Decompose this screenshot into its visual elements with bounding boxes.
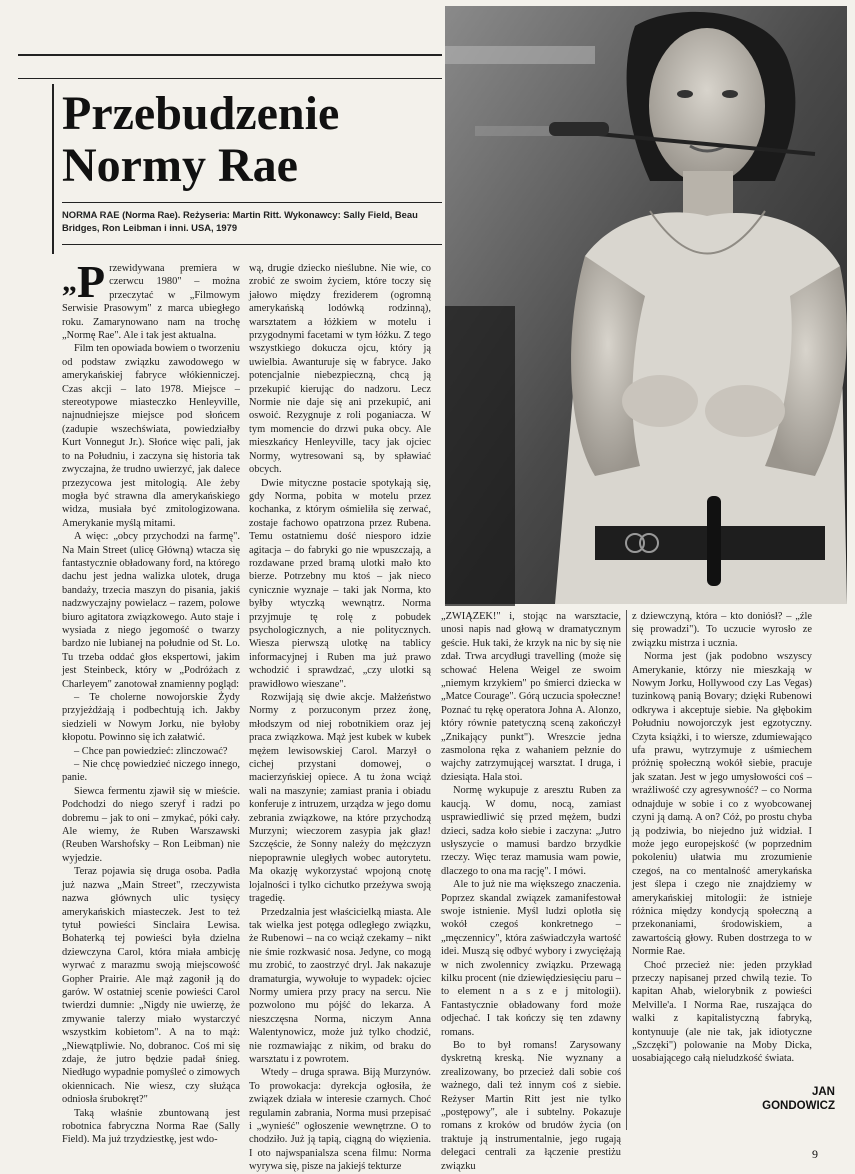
col2-para-3: Rozwijają się dwie akcje. Małżeństwo Normy z porzuconym przez żonę, młodszym od niej robotnikiem oraz jej praca związkowa. Mąż jest kubek w kubek mężem lewisowskiej Carol. Marzył o cichej przystani domowej, o macierzyńskiej opiece. A tu żona wciąż wali na maszynie; zamiast prania i obiadu konferuje z intruzem, urządza w jego domu zebrania związkowe, na które przychodzą Murzyni; wieczorem zasypia jak głaz! Szczęście, że Sonny należy do mężczyzn niepoprawnie uległych wobec autorytetu. Ma okazję wykorzystać wpojoną cnotę lojalności i tylko cichutko przeżywa swoją tragedię.	[249, 692, 431, 905]
page-number: 9	[812, 1147, 818, 1161]
title-line-2: Normy Rae	[62, 139, 298, 192]
film-credits: NORMA RAE (Norma Rae). Reżyseria: Martin Ritt. Wykonawcy: Sally Field, Beau Bridges, Ron Leibman i inni. USA, 1979	[62, 209, 418, 233]
col3-para-1: „ZWIĄZEK!" i, stojąc na warsztacie, unosi napis nad głową w dramatycznym geście. Huk taki, że krzyk na nic by się nie zdał. Trwa arcydługi travelling (może się schować Helena Weigel ze swoim „niemym krzykiem" po śmierci dziecka w „Matce Courage". Górą uczucia społeczne! Poznać tu rękę operatora Johna A. Alonzo, który równie patetyczną sceną zakończył „Znikający punkt"). Wreszcie jedna zasmolona ręka z wahaniem pełznie do wajchy zatrzymującej warsztat. I druga, i dziesiąta. Hala stoi.	[441, 611, 621, 783]
col2-para-5: Wtedy – druga sprawa. Biją Murzynów. To prowokacja: dyrekcja ogłosiła, że związek działa w interesie czarnych. Choć regulamin zabrania, Norma musi przepisać i „wynieść" ogłoszenie wewnętrzne. O to chodziło. Już ją tapią, ciągną do więzienia. I oto najwspanialsza scena filmu: Norma wyrywa się, pisze na jakiejś tekturze	[249, 1067, 431, 1173]
col1-para-1: „ P rzewidywana premiera w czerwcu 1980" – można przeczytać w „Filmowym Serwisie Prasowym" z marca ubiegłego roku. Zamarynowano nam na trochę „Normę Rae". Ale i tak jest aktualna.	[62, 256, 240, 342]
top-rule-2	[18, 78, 442, 79]
col4-para-2: Norma jest (jak podobno wszyscy Amerykanie, którzy nie mieszkają w Nowym Jorku, Hollywood czy Las Vegas) tuzinkową panią Bovary; dzięki Rubenowi odkrywa i akceptuje siebie. Na głębokim Południu nowojorczyk jest egzotyczny. Czyta książki, i to wiersze, zdumiewająco ufa prawu, wytrzymuje z uśmiechem próżnię społeczną wokół siebie, pracuje jak szatan. Jest w jego umysłowości coś – wrażliwość czy agresywność? – co Norma odnajduje w sobie i co z wyobcowanej czyni ją damą. A on? Cóż, po prostu chyba ją podziwia, bo niejedno już widział. I może jego europejskość (w poprzednim pokoleniu) ułatwia mu zrozumienie czegoś, na co mentalność amerykańska jest ślepa i czego nie znajdziemy w amerykańskiej mitologii: że istnieje różnica między kondycją społeczną a przekonaniami, środowiskiem, a zawartością głowy. Ruben dostrzega to w Normie Rae.	[632, 651, 812, 958]
col1-para-7: Siewca fermentu zjawił się w mieście. Podchodzi do niego szeryf i radzi po dobremu – jak to oni – zmykać, póki cały. Ale wiemy, że Ruben Warszawski (Reuben Warshofsky – Ron Leibman) nie wyjedzie.	[62, 785, 240, 864]
credits-bottom-rule	[62, 244, 442, 245]
col1-para-5: – Chce pan powiedzieć: zlinczować?	[74, 745, 228, 757]
top-rule-1	[18, 54, 442, 56]
text-column-2	[249, 262, 431, 1173]
col3-para-2: Normę wykupuje z aresztu Ruben za kaucją. W domu, nocą, zamiast usprawiedliwić się przed mężem, budzi dzieci, sadza koło siebie i zaczyna: „Jutro usłyszycie o mamusi bardzo brzydkie rzeczy. Więc teraz mamusia wam powie, dlaczego to ona ma rację". I mówi.	[441, 785, 621, 877]
col2-para-1: wą, drugie dziecko nieślubne. Nie wie, co zrobić ze swoim życiem, które toczy się jałowo między freziderem (ogromną amerykańską lodówką rodzinną), warsztatem a łóżkiem w motelu i przygodnymi facetami w tym łóżku. Z tego wszystkiego dokucza ojcu, który ją uwielbia. Awanturuje się w fabryce. Jako potencjalnie niebezpieczną, chcą ją przekupić kierując do nadzoru. Lecz Normie nie daje się ani przekupić, ani oswoić. Rezygnuje z roli poganiacza. W tym momencie do drzwi puka obcy. Ale mieszkańcy Henleyville, tacy jak ojciec Normy, wytresowani są, by spławiać obcych.	[249, 263, 431, 476]
col2-para-2: Dwie mityczne postacie spotykają się, gdy Norma, pobita w motelu przez kochanka, z którym ośmieliła się zerwać, zostaje fachowo opatrzona przez Rubena. Temu ostatniemu dość niesporo idzie agitacja – do fabryki go nie wpuszczają, a rozdawane przed bramą ulotki mało kto bierze. Potrzebny mu ktoś – jak nieco cynicznie wyznaje – taki jak Norma, kto byłby wtyczką wewnątrz. Norma przyjmuje tę rolę z pobudek psychologicznych, a nie politycznych. Wiesza pierwszą ulotkę na tablicy informacyjnej i Ruben ma już prawo wchodzić i sprawdzać, „czy ulotki są prawidłowo wieszane".	[249, 477, 431, 690]
credits-top-rule	[62, 202, 442, 203]
drop-cap: P	[77, 256, 106, 307]
opening-quote-mark: „	[62, 265, 77, 298]
col3-para-4: Bo to był romans! Zarysowany dyskretną kreską. Nie wyznany a zrealizowany, bo przecież dali sobie coś ważnego, dali też innym coś z siebie. Reżyser Martin Ritt jest nie tylko „postępowy", ale i subtelny. Pokazuje romans z kroków od brudów życia (on traktuje ją instrumentalnie, jego rugają delegaci centrali za łączenie prestiżu związku	[441, 1040, 621, 1172]
col1-para-9: Taką właśnie zbuntowaną jest robotnica fabryczna Norma Rae (Sally Field). Ma już trzydziestkę, jest wdo-	[62, 1107, 240, 1146]
col1-para-2: Film ten opowiada bowiem o tworzeniu od podstaw związku zawodowego w amerykańskiej fabryce włókienniczej. Czas akcji – lato 1978. Miejsce – stereotypowe miasteczko Henleyville, najnudniejsze miejsce pod słońcem (zadupie wszechświata, powiedziałby Kurt Vonnegut Jr.). Słońce więc pali, jak to na Południu, i zaczyna się historia tak zwyczajna, że trudno uwierzyć, jak dalece przezycowa jest mitologią. Ale żeby mogła być strawna dla amerykańskiego widza, musiała być zmitologizowana. Amerykanie myślą mitami.	[62, 343, 240, 529]
col1-para-6: – Nie chcę powiedzieć niczego innego, panie.	[62, 759, 240, 784]
col1-para-8: Teraz pojawia się druga osoba. Padła już nazwa „Main Street", rzeczywista nazwa głównych ulic tysięcy amerykańskich miasteczek. Jest to też tytuł powieści Sinclaira Lewisa. Bohaterką tej powieści była dzielna dziewczyna Carol, która miała ambicję wyrwać z marazmu swoją miejscowość Gopher Prairie. Ale mąż zagonił ją do garów. W ostatniej scenie powieści Carol twierdzi dumnie: „Nigdy nie uwierzę, że zmywanie talerzy miało wystarczyć wszystkim kobietom". A na to mąż: „Niewątpliwie. No, dobranoc. Coś mi się zdaje, że jutro będzie padał śnieg. Niedługo wypadnie pomyśleć o zimowych okiennicach. Nie wiesz, czy służąca odniosła śrubokręt?"	[62, 866, 240, 1106]
text-column-1	[62, 256, 240, 1146]
text-column-4	[632, 610, 812, 1080]
col1-para-3: A więc: „obcy przychodzi na farmę". Na Main Street (ulicę Główną) wtacza się fantastycznie obładowany ford, na którego dachu jest jedna walizka ulotek, druga bandaży, trzecia maszyn do pisania, jakiś nadzwyczajny powielacz – razem, polowe biuro agitatora związkowego. Auto staje i wysiada z niego jegomość o twarzy bardzo nie lubianej na południe od St. Lo. Tu trzeba oddać głos ekspertowi, jakim jest Steinbeck, który w „Podróżach z Charleyem" zanotował znamienny pogląd:	[62, 531, 240, 690]
photo-illustration	[445, 6, 847, 604]
column-divider-3	[626, 610, 627, 1130]
col3-para-3: Ale to już nie ma większego znaczenia. Poprzez skandal związek zamanifestował swoje istnienie. Myśl ludzi oplotła się wokół czegoś konkretnego – „męczennicy", która zaświadczyła wartość idei. Muszą się odbyć wybory i zwyciężają w nich zwolennicy związku. Przewagą kilku procent (nie dziewiędziesięciu paru – to element n a s z e j mitologii). Fantastycznie obładowany ford może odjechać. I tak kończy się ten zdawny romans.	[441, 879, 621, 1038]
norma-rae-photo	[445, 6, 847, 604]
col4-para-3: Choć przecież nie: jeden przykład przeczy napisanej przed chwilą tezie. To kapitan Ahab, wielorybnik z powieści Melville'a. I Norma Rae, ruszająca do walki z kapitalistyczną fabryką, kontynuuje (ale nie tak, jak idiotyczne „Szczęki") polowanie na Moby Dicka, uosabiającego całą nieludzkość świata.	[632, 959, 812, 1065]
author-first-name: JAN	[811, 1086, 835, 1098]
title-vertical-bar	[52, 84, 54, 254]
col2-para-4: Przedzalnia jest właścicielką miasta. Ale tak wielka jest potęga odległego związku, że Rubenowi – na co wciąż czekamy – nikt nie śmie rozkwasić nosa. Jedyne, co mogą mu zrobić, to zaostrzyć dryl. Jak nakazuje dramaturgia, wywołuje to wypadek: ojciec Normy umiera przy pracy na sercu. Nie pozwolono mu pójść do lekarza. A nieszczęsna Norma, niczym Anna Walentynowicz, może już tylko chodzić, nie rozmawiając z nikim, od braku do warsztatu i z powrotem.	[249, 906, 431, 1065]
author-last-name: GONDOWICZ	[762, 1100, 835, 1112]
col1-para-4: – Te cholerne nowojorskie Żydy przyjeżdżają i podbechtują ich. Jakby siedzieli w Nowym Jorku, nie byłoby kłopotu. Powinno się ich załatwić.	[62, 692, 240, 744]
col4-para-1: z dziewczyną, która – kto doniósł? – „źle się prowadzi"). To uczucie wyrosło ze związku mistrza i ucznia.	[632, 611, 812, 649]
article-title	[62, 88, 442, 192]
author-byline	[735, 1085, 835, 1113]
text-column-3	[441, 610, 621, 1172]
title-line-1: Przebudzenie	[62, 87, 340, 140]
